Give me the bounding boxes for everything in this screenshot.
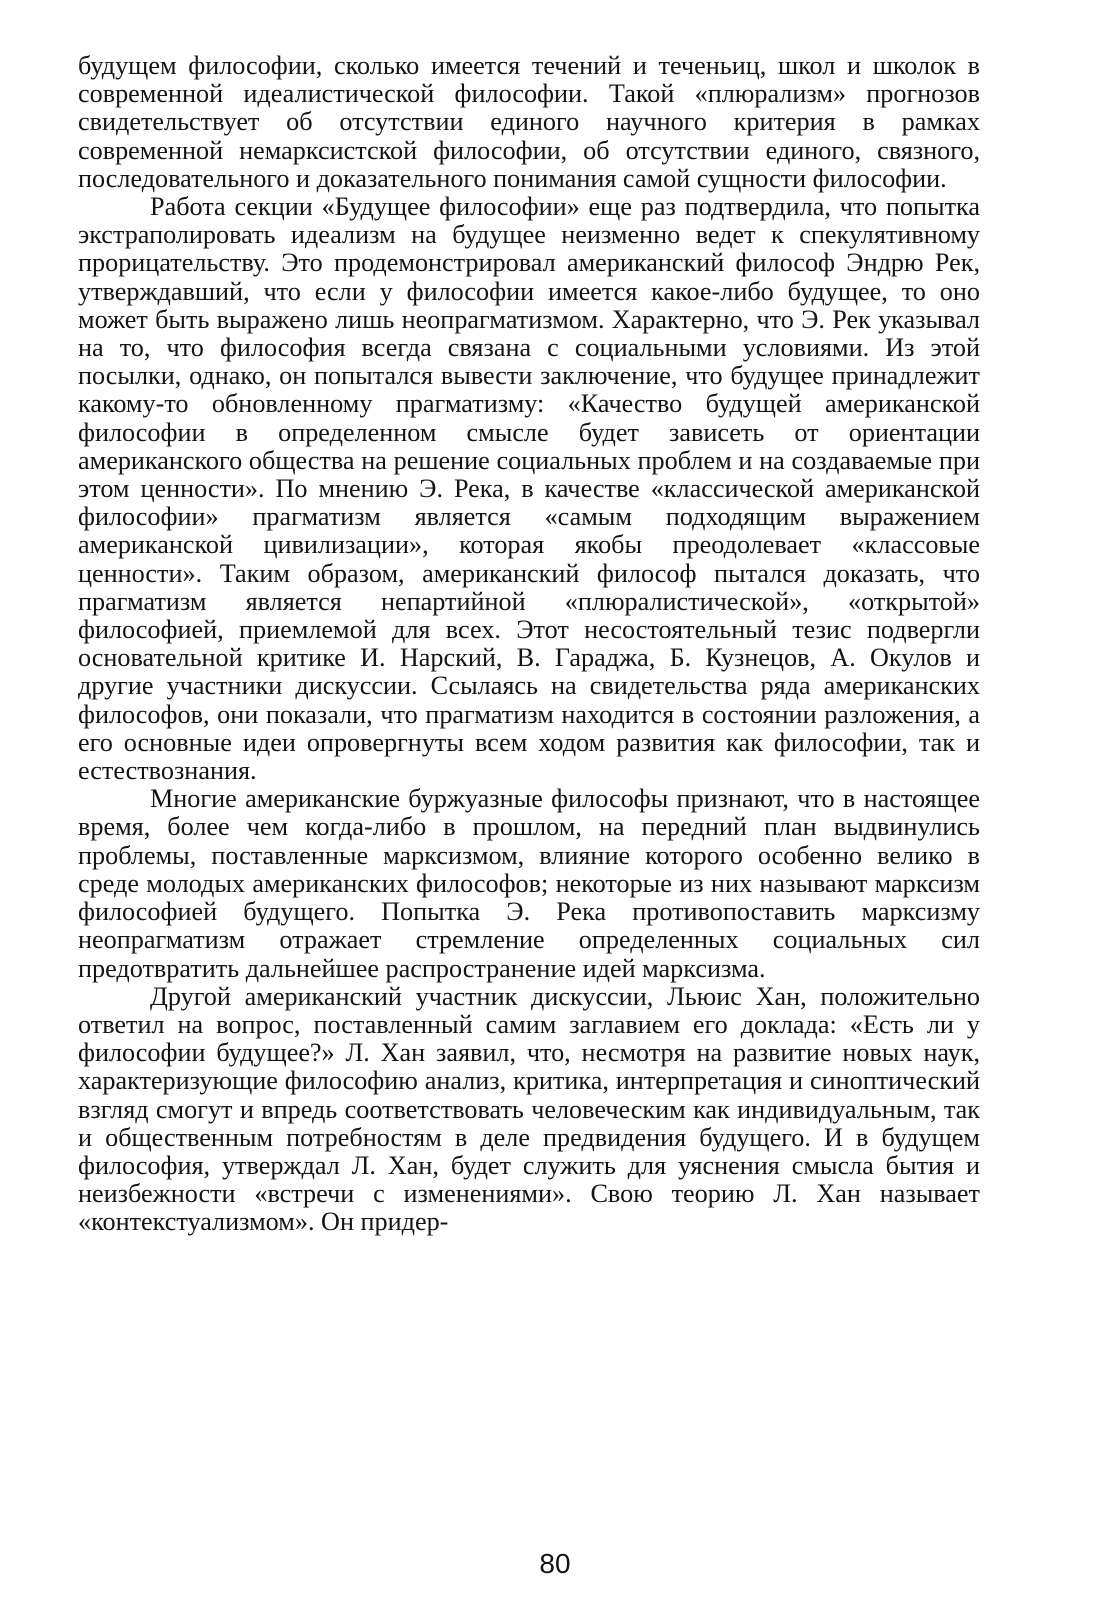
page-number: 80 <box>539 1548 571 1579</box>
paragraph-4: Другой американский участник дискуссии, Льюис Хан, положительно ответил на вопрос, поставленный самим заглавием его доклада: «Есть ли у философии будущее?» Л. Хан заявил, что, несмотря на развитие новых наук, характеризующие философию анализ, критика, интерпретация и синоптический взгляд смогут и впредь соответствовать человеческим как индивидуальным, так и общественным потребностям в деле предвидения будущего. И в будущем философия, утверждал Л. Хан, будет служить для уяснения смысла бытия и неизбежности «встречи с изменениями». Свою теорию Л. Хан называет «контекстуализмом». Он придер- <box>78 981 980 1237</box>
paragraph-2: Работа секции «Будущее философии» еще раз подтвердила, что попытка экстраполировать идеализм на будущее неизменно ведет к спекулятивному прорицательству. Это продемонстрировал американский философ Эндрю Рек, утверждавший, что если у философии имеется какое-либо будущее, то оно может быть выражено лишь неопрагматизмом. Характерно, что Э. Рек указывал на то, что философия всегда связана с социальными условиями. Из этой посылки, однако, он попытался вывести заключение, что будущее принадлежит какому-то обновленному прагматизму: «Качество будущей американской философии в определенном смысле будет зависеть от ориентации американского общества на решение социальных проблем и на создаваемые при этом ценности». По мнению Э. Река, в качестве «классической американской философии» прагматизм является «самым подходящим выражением американской цивилизации», которая якобы преодолевает «классовые ценности». Таким образом, американский философ пытался доказать, что прагматизм является непартийной «плюралистической», «открытой» философией, приемлемой для всех. Этот несостоятельный тезис подвергли основательной критике И. Нарский, В. Гараджа, Б. Кузнецов, А. Окулов и другие участники дискуссии. Ссылаясь на свидетельства ряда американских философов, они показали, что прагматизм находится в состоянии разложения, а его основные идеи опровергнуты всем ходом развития как философии, так и естествознания. <box>78 192 980 786</box>
paragraph-1: будущем философии, сколько имеется течений и теченьиц, школ и школок в современной идеалистической философии. Такой «плюрализм» прогнозов свидетельствует об отсутствии единого научного критерия в рамках современной немарксистской философии, об отсутствии единого, связного, последовательного и доказательного понимания самой сущности философии. <box>78 51 980 193</box>
paragraph-3: Многие американские буржуазные философы признают, что в настоящее время, более чем когда-либо в прошлом, на передний план выдвинулись проблемы, поставленные марксизмом, влияние которого особенно велико в среде молодых американских философов; некоторые из них называют марксизм философией будущего. Попытка Э. Река противопоставить марксизму неопрагматизм отражает стремление определенных социальных сил предотвратить дальнейшее распространение идей марксизма. <box>78 784 980 983</box>
page-body <box>78 52 980 1552</box>
